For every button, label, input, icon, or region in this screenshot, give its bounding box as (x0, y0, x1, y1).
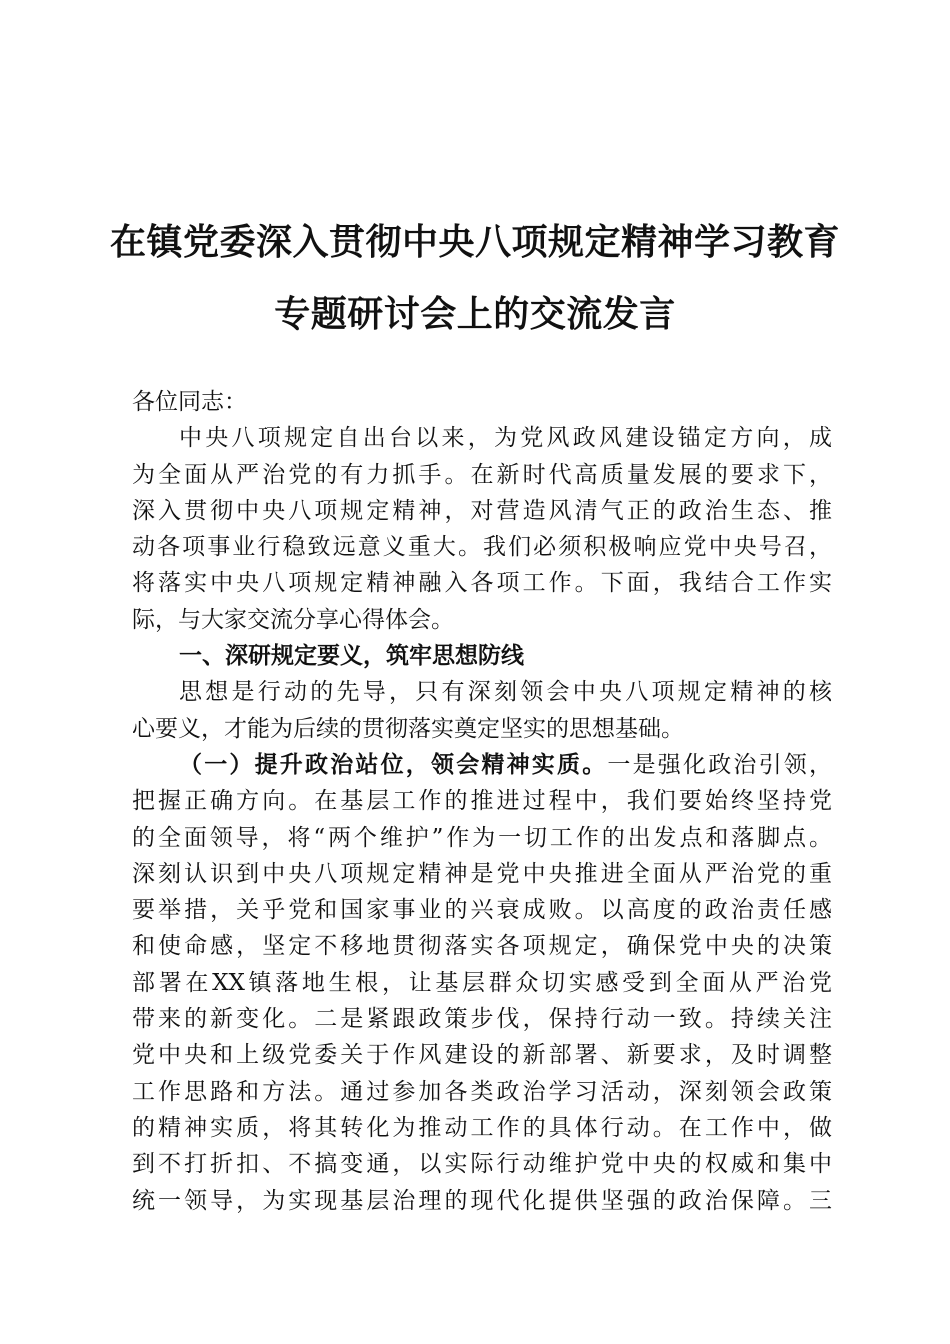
section-heading: 一、深研规定要义，筑牢思想防线 (179, 642, 524, 670)
paragraph-line: 际，与大家交流分享心得体会。 (132, 606, 454, 633)
paragraph-line: 统一领导，为实现基层治理的现代化提供坚强的政治保障。三 (132, 1187, 832, 1214)
paragraph-line: 深刻认识到中央八项规定精神是党中央推进全面从严治党的重 (132, 860, 832, 887)
paragraph-line: 深入贯彻中央八项规定精神，对营造风清气正的政治生态、推 (132, 497, 832, 524)
paragraph-line: 到不打折扣、不搞变通，以实际行动维护党中央的权威和集中 (132, 1151, 832, 1178)
paragraph-line: 部署在XX镇落地生根，让基层群众切实感受到全面从严治党 (132, 969, 832, 996)
paragraph-line: 带来的新变化。二是紧跟政策步伐，保持行动一致。持续关注 (132, 1006, 832, 1033)
paragraph-line: 要举措，关乎党和国家事业的兴衰成败。以高度的政治责任感 (132, 897, 832, 924)
subsection-line (132, 747, 832, 783)
document-title-line-1: 在镇党委深入贯彻中央八项规定精神学习教育 (109, 221, 840, 263)
paragraph-fragment: 一是强化政治引领， (607, 751, 833, 778)
paragraph-line: 心要义，才能为后续的贯彻落实奠定坚实的思想基础。 (132, 715, 684, 742)
paragraph-line: 思想是行动的先导，只有深刻领会中央八项规定精神的核 (179, 679, 832, 706)
paragraph-line: 的精神实质，将其转化为推动工作的具体行动。在工作中，做 (132, 1114, 832, 1141)
paragraph-line: 将落实中央八项规定精神融入各项工作。下面，我结合工作实 (132, 570, 832, 597)
paragraph-line: 中央八项规定自出台以来，为党风政风建设锚定方向，成 (179, 425, 832, 452)
paragraph-line: 把握正确方向。在基层工作的推进过程中，我们要始终坚持党 (132, 788, 832, 815)
paragraph-line: 和使命感，坚定不移地贯彻落实各项规定，确保党中央的决策 (132, 933, 832, 960)
paragraph-line: 的全面领导，将“两个维护”作为一切工作的出发点和落脚点。 (132, 824, 832, 851)
paragraph-line: 党中央和上级党委关于作风建设的新部署、新要求，及时调整 (132, 1042, 832, 1069)
document-title-line-2: 专题研讨会上的交流发言 (274, 293, 676, 335)
paragraph-line: 动各项事业行稳致远意义重大。我们必须积极响应党中央号召， (132, 534, 832, 561)
paragraph-line: 为全面从严治党的有力抓手。在新时代高质量发展的要求下， (132, 461, 832, 488)
subsection-heading: （一）提升政治站位，领会精神实质。 (179, 750, 608, 778)
salutation: 各位同志： (132, 389, 247, 415)
paragraph-line: 工作思路和方法。通过参加各类政治学习活动，深刻领会政策 (132, 1078, 832, 1105)
document-body (132, 384, 832, 1219)
